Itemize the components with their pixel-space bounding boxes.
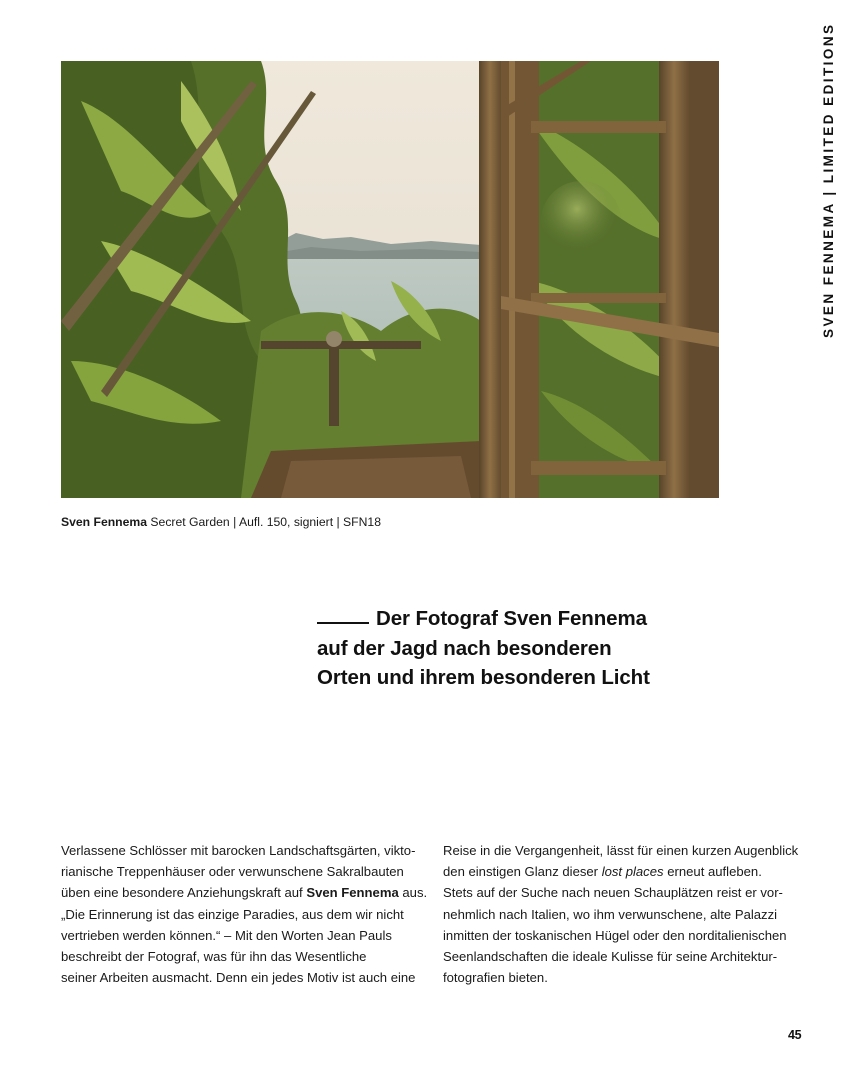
photo-caption [61,515,381,529]
body-line: seiner Arbeiten ausmacht. Denn ein jedes Motiv ist auch eine [61,970,416,986]
body-line: Stets auf der Suche nach neuen Schauplätzen reist er vor- [443,885,783,901]
headline-line-1 [317,604,650,634]
headline-line-2: auf der Jagd nach besonderen [317,636,612,660]
photo-illustration [61,61,719,498]
headline [317,604,650,693]
body-column-2 [443,840,815,988]
body-line: Seenlandschaften die ideale Kulisse für seine Architektur- [443,949,778,965]
body-line: beschreibt der Fotograf, was für ihn das Wesentliche [61,949,367,965]
body-column-1 [61,840,433,988]
body-line-bold: Sven Fennema [306,885,399,901]
body-line: fotografien bieten. [443,970,548,986]
caption-artist: Sven Fennema [61,515,148,529]
body-line: Verlassene Schlösser mit barocken Landschaftsgärten, vikto- [61,843,416,858]
body-line-text: erneut aufleben. [663,864,762,880]
headline-line-3: Orten und ihrem besonderen Licht [317,666,650,689]
body-line: „Die Erinnerung ist das einzige Paradies, aus dem wir nicht [61,906,404,922]
body-line: vertrieben werden können.“ – Mit den Worten Jean Pauls [61,927,392,943]
headline-text-1: Der Fotograf Sven Fennema [376,607,647,630]
caption-details: Secret Garden | Aufl. 150, signiert | SFN18 [150,515,381,529]
body-line [443,861,815,882]
photo-secret-garden [61,61,719,498]
body-line-text: üben eine besondere Anziehungskraft auf [61,885,307,901]
side-label [820,22,840,342]
body-line-text: den einstigen Glanz dieser [443,864,602,880]
body-line [61,882,433,903]
body-line-text: aus. [398,885,428,901]
side-label-text: SVEN FENNEMA | LIMITED EDITIONS [821,22,836,338]
headline-rule [317,622,369,624]
body-line-italic: lost places [601,864,664,880]
body-line: inmitten der toskanischen Hügel oder den norditalienischen [443,927,787,943]
body-line: nehmlich nach Italien, wo ihm verwunschene, alte Palazzi [443,906,778,922]
body-line: Reise in die Vergangenheit, lässt für einen kurzen Augenblick [443,843,799,858]
body-line: rianische Treppenhäuser oder verwunschene Sakralbauten [61,864,404,880]
page-number: 45 [788,1028,802,1042]
